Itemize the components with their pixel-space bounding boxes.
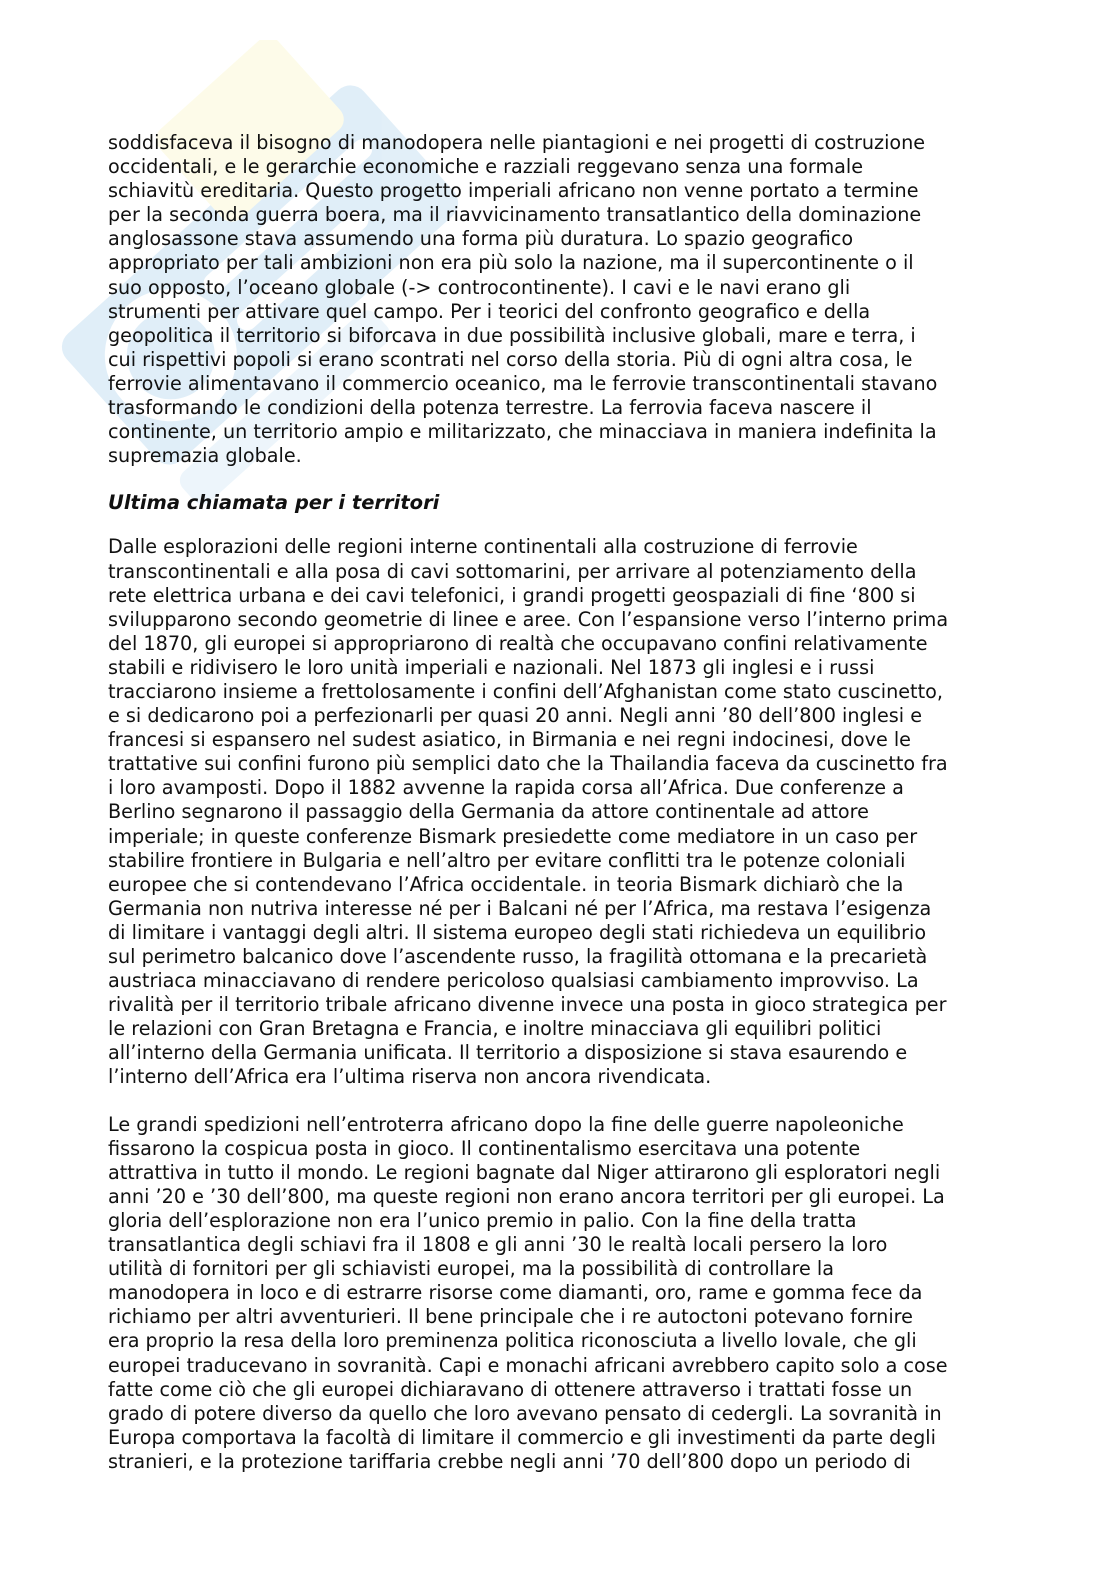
body-paragraph: Dalle esplorazioni delle regioni interne continentali alla costruzione di ferrovie transcontinentali e alla posa di cavi sottomarini, per arrivare al potenziamento della rete elettrica urbana e dei cavi telefonici, i grandi progetti geospaziali di fine ‘800 si svilupparono secondo geometrie di linee e aree. Con l’espansione verso l’interno prima del 1870, gli europei si appropriarono di realtà che occupavano confini relativamente stabili e ridivisero le loro unità imperiali e nazionali. Nel 1873 gli inglesi e i russi tracciarono insieme a frettolosamente i confini dell’Afghanistan come stato cuscinetto, e si dedicarono poi a perfezionarli per quasi 20 anni. Negli anni ’80 dell’800 inglesi e francesi si espansero nel sudest asiatico, in Birmania e nei regni indocinesi, dove le trattative sui confini furono più semplici dato che la Thailandia faceva da cuscinetto fra i loro avamposti. Dopo il 1882 avvenne la rapida corsa all’Africa. Due conferenze a Berlino segnarono il passaggio della Germania da attore continentale ad attore imperiale; in queste conferenze Bismark presiedette come mediatore in un caso per stabilire frontiere in Bulgaria e nell’altro per evitare conflitti tra le potenze coloniali europee che si contendevano l’Africa occidentale. in teoria Bismark dichiarò che la Germania non nutriva interesse né per i Balcani né per l’Africa, ma restava l’esigenza di limitare i vantaggi degli altri. Il sistema europeo degli stati richiedeva un equilibrio sul perimetro balcanico dove l’ascendente russo, la fragilità ottomana e la precarietà austriaca minacciavano di rendere pericoloso qualsiasi cambiamento improvviso. La rivalità per il territorio tribale africano divenne invece una posta in gioco strategica per le relazioni con Gran Bretagna e Francia, e inoltre minacciava gli equilibri politici all’interno della Germania unificata. Il territorio a disposizione si stava esaurendo e l’interno dell’Africa era l’ultima riserva non ancora rivendicata. (108, 535, 949, 1089)
body-paragraph: soddisfaceva il bisogno di manodopera nelle piantagioni e nei progetti di costruzione occidentali, e le gerarchie economiche e razziali reggevano senza una formale schiavitù ereditaria. Questo progetto imperiali africano non venne portato a termine per la seconda guerra boera, ma il riavvicinamento transatlantico della dominazione anglosassone stava assumendo una forma più duratura. Lo spazio geografico appropriato per tali ambizioni non era più solo la nazione, ma il supercontinente o il suo opposto, l’oceano globale (-> controcontinente). I cavi e le navi erano gli strumenti per attivare quel campo. Per i teorici del confronto geografico e della geopolitica il territorio si biforcava in due possibilità inclusive globali, mare e terra, i cui rispettivi popoli si erano scontrati nel corso della storia. Più di ogni altra cosa, le ferrovie alimentavano il commercio oceanico, ma le ferrovie transcontinentali stavano trasformando le condizioni della potenza terrestre. La ferrovia faceva nascere il continente, un territorio ampio e militarizzato, che minacciava in maniera indefinita la supremazia globale. (108, 131, 938, 468)
section-heading: Ultima chiamata per i territori (108, 491, 440, 515)
document-body (108, 131, 1008, 1497)
body-paragraph: Le grandi spedizioni nell’entroterra africano dopo la fine delle guerre napoleoniche fissarono la cospicua posta in gioco. Il continentalismo esercitava una potente attrattiva in tutto il mondo. Le regioni bagnate dal Niger attirarono gli esploratori negli anni ’20 e ’30 dell’800, ma queste regioni non erano ancora territori per gli europei. La gloria dell’esplorazione non era l’unico premio in palio. Con la fine della tratta transatlantica degli schiavi fra il 1808 e gli anni ’30 le realtà locali persero la loro utilità di fornitori per gli schiavisti europei, ma la possibilità di controllare la manodopera in loco e di estrarre risorse come diamanti, oro, rame e gomma fece da richiamo per altri avventurieri. Il bene principale che i re autoctoni potevano fornire era proprio la resa della loro preminenza politica riconosciuta a livello lovale, che gli europei traducevano in sovranità. Capi e monachi africani avrebbero capito solo a cose fatte come ciò che gli europei dichiaravano di ottenere attraverso i trattati fosse un grado di potere diverso da quello che loro avevano pensato di cedergli. La sovranità in Europa comportava la facoltà di limitare il commercio e gli investimenti da parte degli stranieri, e la protezione tariffaria crebbe negli anni ’70 dell’800 dopo un periodo di (108, 1112, 948, 1473)
